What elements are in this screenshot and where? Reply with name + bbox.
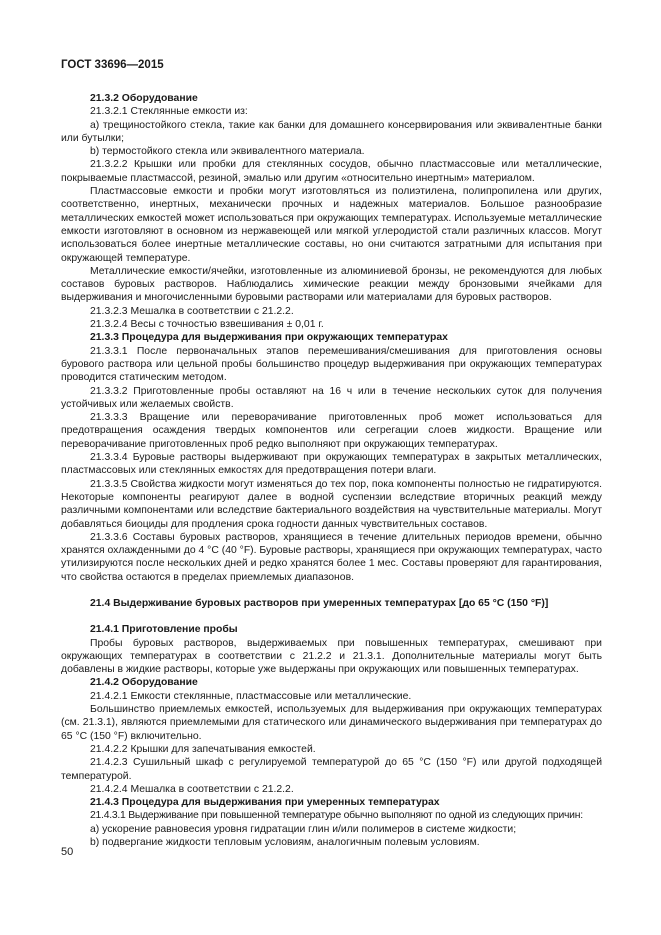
paragraph: a) трещиностойкого стекла, такие как банки для домашнего консервирования или эквивалентные банки или бутылки; <box>61 119 602 144</box>
section-heading: 21.4 Выдерживание буровых растворов при умеренных температурах [до 65 °С (150 °F)] <box>90 597 549 609</box>
section-heading: 21.3.2 Оборудование <box>90 93 198 104</box>
paragraph: 21.3.3.1 После первоначальных этапов перемешивания/смешивания для приготовления основы бурового раствора или цельной пробы большинство процедур выдерживания при окружающих температурах проводится статическим методом. <box>61 345 602 384</box>
paragraph: b) подвергание жидкости тепловым условиям, аналогичным полевым условиям. <box>90 837 480 849</box>
paragraph: b) термостойкого стекла или эквивалентного материала. <box>90 146 365 158</box>
paragraph: 21.3.3.5 Свойства жидкости могут изменяться до тех пор, пока компоненты полностью не гидратируются. Некоторые компоненты реагируют далее в водной суспензии вследствие вторичных реакций между различными компонентами или вследствие бактериального воздействия на чувствительные материалы. Могут добавляться биоциды для продления срока годности данных чувствительных составов. <box>61 478 602 530</box>
paragraph: Пробы буровых растворов, выдерживаемых при повышенных температурах, смешивают при окружающих температурах в соответствии с 21.2.2 и 21.3.1. Дополнительные материалы могут быть добавлены в жидкие растворы, которые уже выдержаны при окружающих или повышенных температурах. <box>61 637 602 676</box>
paragraph: Большинство приемлемых емкостей, используемых для выдерживания при окружающих температурах (см. 21.3.1), являются приемлемыми для статического или динамического выдерживания при температурах до 65 °С (150 °F) включительно. <box>61 704 602 742</box>
section-heading: 21.3.3 Процедура для выдерживания при окружающих температурах <box>90 332 448 344</box>
paragraph: 21.3.3.4 Буровые растворы выдерживают при окружающих температурах в закрытых металлических, пластмассовых или стеклянных емкостях для предотвращения потери влаги. <box>61 452 602 477</box>
document-body <box>61 92 602 849</box>
section-heading: 21.4.2 Оборудование <box>90 677 198 689</box>
paragraph: 21.3.2.1 Стеклянные емкости из: <box>90 106 248 118</box>
paragraph: 21.3.3.2 Приготовленные пробы оставляют на 16 ч или в течение нескольких суток для получения устойчивых или желаемых свойств. <box>61 385 602 410</box>
paragraph: 21.3.3.3 Вращение или переворачивание приготовленных проб может использоваться для предотвращения осаждения твердых компонентов или сегрегации слоев жидкости. Вращение или переворачивание приготовленных проб редко выполняют при окружающих температурах. <box>61 412 602 450</box>
paragraph: 21.4.2.2 Крышки для запечатывания емкостей. <box>90 743 316 755</box>
document-header: ГОСТ 33696—2015 <box>61 59 164 71</box>
section-heading: 21.4.1 Приготовление пробы <box>90 624 238 636</box>
paragraph: 21.4.2.4 Мешалка в соответствии с 21.2.2. <box>90 783 294 795</box>
paragraph: 21.4.3.1 Выдерживание при повышенной температуре обычно выполняют по одной из следующих причин: <box>90 810 583 822</box>
paragraph: 21.3.2.4 Весы с точностью взвешивания ± 0,01 г. <box>90 319 324 331</box>
paragraph: 21.4.2.1 Емкости стеклянные, пластмассовые или металлические. <box>90 690 412 702</box>
paragraph: a) ускорение равновесия уровня гидратации глин и/или полимеров в системе жидкости; <box>90 823 517 835</box>
paragraph: 21.4.2.3 Сушильный шкаф с регулируемой температурой до 65 °С (150 °F) или другой подходящей температурой. <box>61 757 602 782</box>
paragraph: 21.3.2.2 Крышки или пробки для стеклянных сосудов, обычно пластмассовые или металлические, покрываемые пластмассой, резиной, эмалью или другим «относительно инертным» материалом. <box>61 159 602 184</box>
paragraph: 21.3.3.6 Составы буровых растворов, хранящиеся в течение длительных периодов времени, обычно хранятся охлажденными до 4 °С (40 °F). Буровые растворы, хранящиеся при окружающих температурах, часто утилизируются после нескольких дней и редко хранятся более 1 мес. Составы проверяют для гарантирования, что свойства остаются в пределах приемлемых диапазонов. <box>61 531 602 583</box>
paragraph: Пластмассовые емкости и пробки могут изготовляться из полиэтилена, полипропилена или других, соответственно, инертных, механически прочных и надежных материалов. Большое разнообразие металлических емкостей может использоваться при окружающих температурах. Используемые металлические емкости изготовляют в основном из нержавеющей или мягкой углеродистой стали различных классов. Могут использоваться более инертные металлические составы, но они считаются затратными для испытания при окружающей температуре. <box>61 186 602 264</box>
page-number: 50 <box>61 846 74 858</box>
section-heading: 21.4.3 Процедура для выдерживания при умеренных температурах <box>90 797 440 809</box>
paragraph: 21.3.2.3 Мешалка в соответствии с 21.2.2. <box>90 305 294 317</box>
paragraph: Металлические емкости/ячейки, изготовленные из алюминиевой бронзы, не рекомендуются для любых составов буровых растворов. Наблюдались химические реакции между бронзовыми ячейками для выдерживания и многочисленными буровыми растворами или материалами для буровых растворов. <box>61 265 602 304</box>
